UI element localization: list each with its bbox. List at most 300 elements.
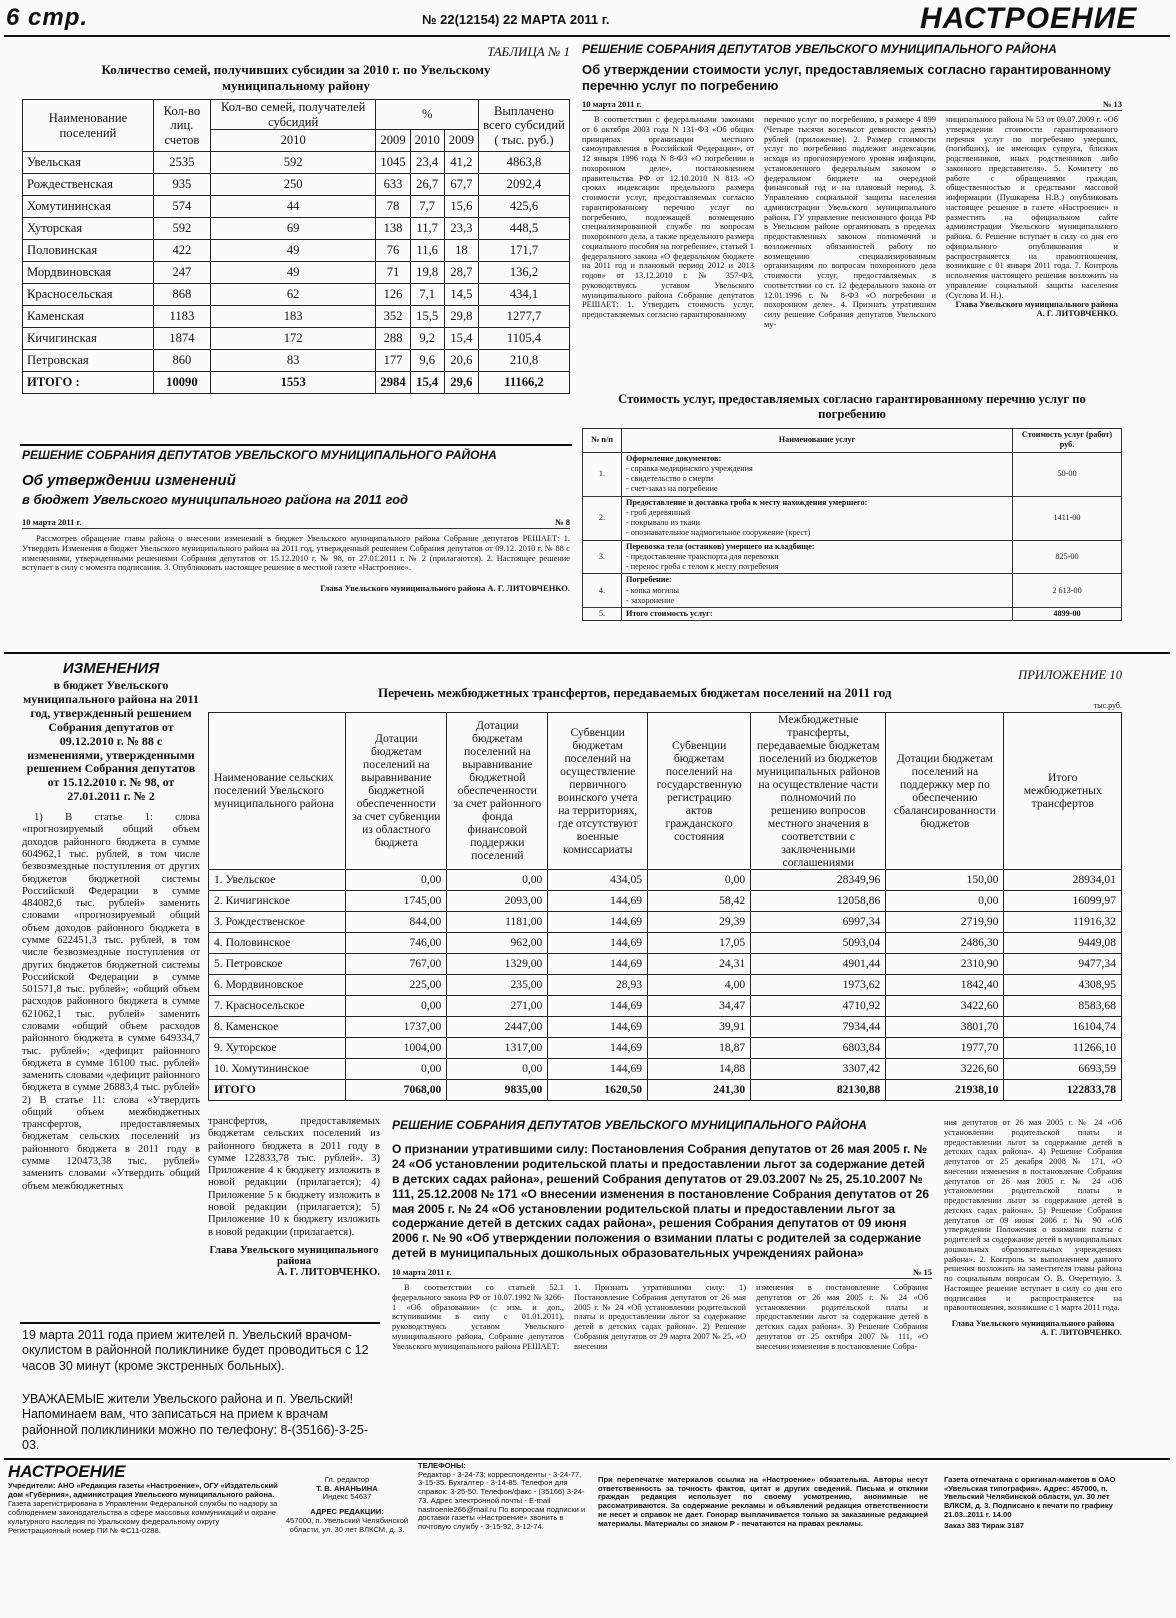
cost-cell: 50-00 bbox=[1013, 452, 1122, 496]
annul-title: О признании утратившими силу: Постановления Собрания депутатов от 26 мая 2005 г. № 24 «Об установлении родительской платы и предоставлении льгот за содержание детей в детских садах района», решений Собрания депутатов от 29.03.2007 № 25, 25.10.2007 № 111, 25.12.2008 № 171 «О внесении изменения в постановление Собрания депутатов от 26 мая 2005 г. № 24 «Об установлении родительской платы и предоставлении льгот за содержание детей в детских садах района», решения Собрания депутатов от 09 июня 2006 г. № 90 «Об утверждении положения о взимании платы с родителей за содержание детей в муниципальных дошкольных образовательных учреждениях района» bbox=[392, 1142, 930, 1261]
value-cell: 1842,40 bbox=[886, 974, 1004, 995]
value-cell: 28,93 bbox=[548, 974, 648, 995]
table-row bbox=[23, 218, 570, 240]
value-cell: 574 bbox=[153, 196, 210, 218]
service-item: - счет-заказ на погребение bbox=[626, 484, 718, 494]
value-cell: 16104,74 bbox=[1004, 1016, 1122, 1037]
value-cell: 150,00 bbox=[886, 869, 1004, 890]
service-item: - покрывало из ткани bbox=[626, 518, 701, 528]
value-cell: 10090 bbox=[153, 372, 210, 394]
value-cell: 844,00 bbox=[346, 911, 447, 932]
divider bbox=[20, 444, 572, 446]
value-cell: 28349,96 bbox=[751, 869, 886, 890]
value-cell: 15,4 bbox=[410, 372, 444, 394]
value-cell: 8583,68 bbox=[1004, 995, 1122, 1016]
value-cell: 448,5 bbox=[479, 218, 570, 240]
service-item: - справка медицинского учреждения bbox=[626, 463, 753, 473]
notice-rule bbox=[20, 1322, 380, 1324]
value-cell: 1553 bbox=[210, 372, 376, 394]
service-item: - захоронение bbox=[626, 595, 675, 605]
value-cell: 1620,50 bbox=[548, 1079, 648, 1100]
th-paid: Выплачено всего субсидий ( тыс. руб.) bbox=[479, 100, 570, 152]
value-cell: 23,3 bbox=[444, 218, 478, 240]
decision-signature: Глава Увельского муниципального района А. Г. ЛИТОВЧЕНКО. bbox=[320, 583, 570, 593]
value-cell: 7934,44 bbox=[751, 1016, 886, 1037]
value-cell: 592 bbox=[153, 218, 210, 240]
column-header: Межбюджетные трансферты, передаваемые бюджетам поселений из бюджетов муниципальных районов на осуществление части полномочий по решению вопросов местного значения в соответствии с заключенными соглашениями bbox=[751, 713, 886, 870]
value-cell: 177 bbox=[376, 350, 410, 372]
table-row bbox=[23, 174, 570, 196]
table-row bbox=[209, 1079, 1122, 1100]
footer-reprint: При перепечатке материалов ссылка на «Настроение» обязательна. Авторы несут ответственность за точность фактов, цитат и других сведений. Письма и отклики граждан редакция использует по своему усмотрению, анонимные не рассматриваются. За содержание рекламы и объявлений редакция ответственности не несет и справок не дает. Гонорар выплачивается только за заказанные редакцией материалы. Материалы со знаком Р - печатаются на правах рекламы. bbox=[598, 1475, 928, 1528]
changes-sign-title: Глава Увельского муниципального района bbox=[209, 1244, 379, 1267]
services-col2: перечню услуг по погребению, в размере 4 899 (Четыре тысячи восемьсот девяносто девять) рублей (приложение). 2. Размер стоимости услуг по погребению подлежит индексации, исходя из прогнозируемого уровня инфляции, установленного федеральным законом о федеральном бюджете на очередной финансовый год и на плановый период. 3. Управлению социальной защиты населения администрации Увельского муниципального района, ГУ управление пенсионного фонда РФ в Увельском районе организовать в пределах предоставленных законом полномочий и возложенных обязанностей работу по возмещению специализированным организациям по вопросам похоронного дела стоимости услуг, предоставляемых в соответствии со ст. 12 федерального закона от 12.01.1996 г. № 8-ФЗ «О погребении и похоронном деле». 4. Признать утратившим силу решение Собрания депутатов Увельского му- bbox=[764, 115, 936, 329]
value-cell: 7,7 bbox=[410, 196, 444, 218]
value-cell: 425,6 bbox=[479, 196, 570, 218]
value-cell: 11916,32 bbox=[1004, 911, 1122, 932]
settlement-cell: ИТОГО bbox=[209, 1079, 346, 1100]
service-item: - свидетельство о смерти bbox=[626, 474, 714, 484]
footer-address: 457000, п. Увельский Челябинской области, ул. 30 лет ВЛКСМ, д. 3. bbox=[285, 1515, 409, 1534]
value-cell: 69 bbox=[210, 218, 376, 240]
value-cell: 144,69 bbox=[548, 1058, 648, 1079]
value-cell: 3226,60 bbox=[886, 1058, 1004, 1079]
annul-col4: ния депутатов от 26 мая 2005 г. № 24 «Об установлении родительской платы и предоставлении льгот за содержание детей в детских садах района». 4) Решение Собрания депутатов от 25 декабря 2008 № 171, «О внесении изменения в постановление Собрания депутатов от 26 мая 2005 г. № 24 «Об установлении родительской платы и предоставлении льгот за содержание детей в детских садах района». 5) Решение Собрания депутатов от 09 июня 2006 г. № 90 «Об утверждении Положения о взимании платы с родителей за содержание детей в муниципальных дошкольных образовательных учреждениях района». 2. Контроль за выполнением данного решения возложить на заместителя главы района по социальным вопросам О. В. Очеретную. 3. Настоящее решение вступает в силу со дня его подписания и распространяется на правоотношения, возникшие с 1 марта 2011 года. bbox=[944, 1118, 1122, 1313]
th-pct: % bbox=[376, 100, 479, 130]
value-cell: 49 bbox=[210, 240, 376, 262]
value-cell: 0,00 bbox=[447, 1058, 548, 1079]
value-cell: 0,00 bbox=[346, 869, 447, 890]
column-header: Дотации бюджетам поселений на выравнивание бюджетной обеспеченности за счет субвенции из областного бюджета bbox=[346, 713, 447, 870]
table1-title: Количество семей, получивших субсидии за 2010 г. по Увельскому муниципальному району bbox=[101, 62, 491, 93]
value-cell: 0,00 bbox=[346, 1058, 447, 1079]
value-cell: 6693,59 bbox=[1004, 1058, 1122, 1079]
settlement-cell: 8. Каменское bbox=[209, 1016, 346, 1037]
value-cell: 9835,00 bbox=[447, 1079, 548, 1100]
footer-logo: НАСТРОЕНИЕ bbox=[8, 1462, 126, 1481]
value-cell: 633 bbox=[376, 174, 410, 196]
value-cell: 144,69 bbox=[548, 1037, 648, 1058]
table-row bbox=[209, 995, 1122, 1016]
value-cell: 1045 bbox=[376, 152, 410, 174]
value-cell: 1317,00 bbox=[447, 1037, 548, 1058]
settlement-cell: ИТОГО : bbox=[23, 372, 154, 394]
services-number: № 13 bbox=[1102, 99, 1122, 110]
column-header: Итого межбюджетных трансфертов bbox=[1004, 713, 1122, 870]
annul-col1: В соответствии со статьей 52.1 федерального закона РФ от 10.07.1992 № 3266-1 «Об образовании» (с изм. и доп., вступившими в силу с 01.01.2011), руководствуясь уставом Увельского муниципального района, Собрание депутатов Увельского муниципального района РЕШАЕТ: bbox=[392, 1283, 564, 1351]
value-cell: 767,00 bbox=[346, 953, 447, 974]
changes-subtitle: в бюджет Увельского муниципального района на 2011 год, утвержденный решением Собрания депутатов от 09.12.2010 г. № 88 с изменениями, утвержденными решением Собрания депутатов от 15.12.2010 г. № 98, от 27.01.2011 г. № 2 bbox=[23, 678, 199, 804]
table-row bbox=[209, 932, 1122, 953]
value-cell: 1004,00 bbox=[346, 1037, 447, 1058]
value-cell: 2719,90 bbox=[886, 911, 1004, 932]
settlement-cell: Мордвиновская bbox=[23, 262, 154, 284]
value-cell: 58,42 bbox=[648, 890, 751, 911]
decision-date: 10 марта 2011 г. bbox=[22, 517, 82, 527]
table-row bbox=[23, 372, 570, 394]
row-number: 4. bbox=[583, 574, 622, 608]
cost-cell: 4899-00 bbox=[1013, 608, 1122, 621]
table-row bbox=[583, 540, 1122, 574]
footer-order: Заказ 383 Тираж 3187 bbox=[944, 1520, 1025, 1530]
value-cell: 144,69 bbox=[548, 911, 648, 932]
value-cell: 1181,00 bbox=[447, 911, 548, 932]
value-cell: 3801,70 bbox=[886, 1016, 1004, 1037]
row-number: 3. bbox=[583, 540, 622, 574]
value-cell: 9,6 bbox=[410, 350, 444, 372]
table-row bbox=[209, 1037, 1122, 1058]
changes-title: ИЗМЕНЕНИЯ bbox=[62, 660, 160, 677]
annul-col2: 1. Признать утратившими силу: 1) Постановление Собрания депутатов от 26 мая 2005 г. № 24 «Об установлении родительской платы и предоставлении льгот за содержание детей в детских садах района». 2) Решение Собрания депутатов от 29 марта 2007 № 25, «О внесении bbox=[574, 1283, 746, 1351]
value-cell: 28934,01 bbox=[1004, 869, 1122, 890]
value-cell: 0,00 bbox=[648, 869, 751, 890]
value-cell: 144,69 bbox=[548, 953, 648, 974]
table-row bbox=[583, 496, 1122, 540]
value-cell: 49 bbox=[210, 262, 376, 284]
service-cell bbox=[622, 574, 1013, 608]
value-cell: 83 bbox=[210, 350, 376, 372]
value-cell: 183 bbox=[210, 306, 376, 328]
th-2010: 2010 bbox=[410, 130, 444, 152]
value-cell: 1183 bbox=[153, 306, 210, 328]
table-row bbox=[209, 953, 1122, 974]
value-cell: 1973,62 bbox=[751, 974, 886, 995]
column-header: Дотации бюджетам поселений на поддержку мер по обеспечению сбалансированности бюджетов bbox=[886, 713, 1004, 870]
value-cell: 23,4 bbox=[410, 152, 444, 174]
notice-oculist: 19 марта 2011 года прием жителей п. Увельский врачом-окулистом в районной поликлинике будет проводиться с 12 часов 30 минут (кроме экстренных больных). bbox=[22, 1328, 369, 1373]
annul-sign-name: А. Г. ЛИТОВЧЕНКО. bbox=[1040, 1328, 1122, 1337]
value-cell: 82130,88 bbox=[751, 1079, 886, 1100]
value-cell: 18 bbox=[444, 240, 478, 262]
value-cell: 67,7 bbox=[444, 174, 478, 196]
value-cell: 1277,7 bbox=[479, 306, 570, 328]
service-item: - предоставление транспорта для перевозки bbox=[626, 551, 779, 561]
value-cell: 2984 bbox=[376, 372, 410, 394]
value-cell: 935 bbox=[153, 174, 210, 196]
settlement-cell: 5. Петровское bbox=[209, 953, 346, 974]
value-cell: 1745,00 bbox=[346, 890, 447, 911]
footer-phones-title: ТЕЛЕФОНЫ: bbox=[418, 1461, 466, 1470]
annul-col3: изменения в постановление Собрания депутатов от 26 мая 2005 г. № 24 «Об установлении родительской платы и предоставлении льгот за содержание детей в детских садах района». 3) Решение Собрания депутатов от 25 октября 2007 № 111, «О внесении изменения в постановление Собра- bbox=[756, 1283, 928, 1351]
th2-no: № п/п bbox=[583, 429, 622, 453]
footer-reg-no: Регистрационный номер ПИ № ФС11-0288. bbox=[8, 1525, 161, 1535]
value-cell: 18,87 bbox=[648, 1037, 751, 1058]
value-cell: 4710,92 bbox=[751, 995, 886, 1016]
value-cell: 4,00 bbox=[648, 974, 751, 995]
decision-number: № 8 bbox=[555, 517, 570, 527]
settlement-cell: Хомутининская bbox=[23, 196, 154, 218]
table3-label: ПРИЛОЖЕНИЕ 10 bbox=[1018, 668, 1122, 682]
value-cell: 76 bbox=[376, 240, 410, 262]
value-cell: 2486,30 bbox=[886, 932, 1004, 953]
value-cell: 136,2 bbox=[479, 262, 570, 284]
changes-col2: трансфертов, предоставляемых бюджетам сельских поселений из районного бюджета в 2011 году в сумме 122833,78 тыс. рублей». 3) Приложение 4 к бюджету изложить в новой редакции (прилагается); 4) Приложение 5 к бюджету изложить в новой редакции (прилагается); 5) Приложение 10 к бюджету изложить в новой редакции (прилагается). bbox=[208, 1116, 380, 1238]
value-cell: 247 bbox=[153, 262, 210, 284]
value-cell: 4308,95 bbox=[1004, 974, 1122, 995]
value-cell: 144,69 bbox=[548, 995, 648, 1016]
value-cell: 15,4 bbox=[444, 328, 478, 350]
service-item: - опознавательное надмогильное сооружение (крест) bbox=[626, 528, 811, 538]
value-cell: 62 bbox=[210, 284, 376, 306]
settlement-cell: 9. Хуторское bbox=[209, 1037, 346, 1058]
service-item: - перенос гроба с телом к месту погребения bbox=[626, 562, 779, 572]
table-row bbox=[209, 1016, 1122, 1037]
th-families: Кол-во семей, получателей субсидий bbox=[210, 100, 376, 130]
value-cell: 29,39 bbox=[648, 911, 751, 932]
footer-index: Индекс 54637 bbox=[322, 1492, 372, 1502]
value-cell: 2093,00 bbox=[447, 890, 548, 911]
value-cell: 11,6 bbox=[410, 240, 444, 262]
table-row bbox=[23, 350, 570, 372]
footer-address-title: АДРЕС РЕДАКЦИИ: bbox=[310, 1507, 384, 1517]
value-cell: 41,2 bbox=[444, 152, 478, 174]
value-cell: 34,47 bbox=[648, 995, 751, 1016]
settlement-cell: Половинская bbox=[23, 240, 154, 262]
settlement-cell: 4. Половинское bbox=[209, 932, 346, 953]
table-row bbox=[23, 306, 570, 328]
value-cell: 7,1 bbox=[410, 284, 444, 306]
service-cell bbox=[622, 540, 1013, 574]
value-cell: 2447,00 bbox=[447, 1016, 548, 1037]
value-cell: 17,05 bbox=[648, 932, 751, 953]
service-cell bbox=[622, 496, 1013, 540]
value-cell: 144,69 bbox=[548, 932, 648, 953]
cost-cell: 2 613-00 bbox=[1013, 574, 1122, 608]
value-cell: 241,30 bbox=[648, 1079, 751, 1100]
settlement-cell: 10. Хомутининское bbox=[209, 1058, 346, 1079]
value-cell: 144,69 bbox=[548, 1016, 648, 1037]
value-cell: 0,00 bbox=[886, 890, 1004, 911]
changes-sign-name: А. Г. ЛИТОВЧЕНКО. bbox=[276, 1266, 380, 1278]
table-row bbox=[23, 240, 570, 262]
settlement-cell: Хуторская bbox=[23, 218, 154, 240]
services-sign-title: Глава Увельского муниципального района bbox=[955, 300, 1118, 310]
value-cell: 26,7 bbox=[410, 174, 444, 196]
value-cell: 29,8 bbox=[444, 306, 478, 328]
value-cell: 78 bbox=[376, 196, 410, 218]
table-row bbox=[209, 890, 1122, 911]
subsidy-table bbox=[22, 99, 570, 394]
service-title: Перевозка тела (останков) умершего на кладбище: bbox=[626, 541, 815, 551]
value-cell: 172 bbox=[210, 328, 376, 350]
footer-registration: Газета зарегистрирована в Управлении Федеральной службы по надзору за соблюдением законодательства в сфере массовых коммуникаций и охране культурного наследия по Уральскому федеральному округу bbox=[8, 1499, 278, 1526]
row-number: 1. bbox=[583, 452, 622, 496]
value-cell: 6803,84 bbox=[751, 1037, 886, 1058]
table3-title: Перечень межбюджетных трансфертов, передаваемых бюджетам поселений на 2011 год bbox=[378, 685, 892, 700]
value-cell: 962,00 bbox=[447, 932, 548, 953]
service-title: Итого стоимость услуг: bbox=[626, 609, 713, 619]
service-cell bbox=[622, 452, 1013, 496]
value-cell: 12058,86 bbox=[751, 890, 886, 911]
value-cell: 20,6 bbox=[444, 350, 478, 372]
service-title: Погребение: bbox=[626, 575, 672, 585]
value-cell: 21938,10 bbox=[886, 1079, 1004, 1100]
value-cell: 24,31 bbox=[648, 953, 751, 974]
value-cell: 11166,2 bbox=[479, 372, 570, 394]
value-cell: 3307,42 bbox=[751, 1058, 886, 1079]
settlement-cell: 1. Увельское bbox=[209, 869, 346, 890]
table1-label: ТАБЛИЦА № 1 bbox=[487, 44, 570, 59]
value-cell: 1105,4 bbox=[479, 328, 570, 350]
value-cell: 4863,8 bbox=[479, 152, 570, 174]
service-cell bbox=[622, 608, 1013, 621]
header-rule bbox=[4, 35, 1170, 37]
annul-number: № 15 bbox=[912, 1267, 932, 1277]
column-header: Субвенции бюджетам поселений на осуществление первичного воинского учета на территориях, где отсутствуют военные комиссариаты bbox=[548, 713, 648, 870]
table-row bbox=[583, 452, 1122, 496]
value-cell: 11,7 bbox=[410, 218, 444, 240]
value-cell: 5093,04 bbox=[751, 932, 886, 953]
settlement-cell: 2. Кичигинское bbox=[209, 890, 346, 911]
value-cell: 16099,97 bbox=[1004, 890, 1122, 911]
value-cell: 250 bbox=[210, 174, 376, 196]
value-cell: 171,7 bbox=[479, 240, 570, 262]
value-cell: 4901,44 bbox=[751, 953, 886, 974]
value-cell: 7068,00 bbox=[346, 1079, 447, 1100]
table2-title: Стоимость услуг, предоставляемых согласно гарантированному перечню услуг по погребению bbox=[618, 392, 1086, 422]
th2-cost: Стоимость услуг (работ) руб. bbox=[1013, 429, 1122, 453]
value-cell: 352 bbox=[376, 306, 410, 328]
value-cell: 288 bbox=[376, 328, 410, 350]
th-settlement: Наименование поселений bbox=[23, 100, 154, 152]
value-cell: 9,2 bbox=[410, 328, 444, 350]
column-header: Дотации бюджетам поселений на выравнивание бюджетной обеспеченности за счет районного фонда финансовой поддержки поселений bbox=[447, 713, 548, 870]
value-cell: 144,69 bbox=[548, 890, 648, 911]
value-cell: 210,8 bbox=[479, 350, 570, 372]
transfers-table bbox=[208, 712, 1122, 1101]
footer-editor-title: Гл. редактор bbox=[324, 1475, 370, 1484]
value-cell: 592 bbox=[210, 152, 376, 174]
value-cell: 422 bbox=[153, 240, 210, 262]
decision-subtitle: в бюджет Увельского муниципального района на 2011 год bbox=[22, 492, 409, 507]
value-cell: 9449,08 bbox=[1004, 932, 1122, 953]
service-title: Оформление документов: bbox=[626, 453, 722, 463]
table-row bbox=[23, 284, 570, 306]
th-2009a: 2009 bbox=[376, 130, 410, 152]
value-cell: 3422,60 bbox=[886, 995, 1004, 1016]
table-row bbox=[23, 262, 570, 284]
services-banner: РЕШЕНИЕ СОБРАНИЯ ДЕПУТАТОВ УВЕЛЬСКОГО МУНИЦИПАЛЬНОГО РАЙОНА bbox=[582, 42, 1057, 56]
settlement-cell: Кичигинская bbox=[23, 328, 154, 350]
page-number: 6 стр. bbox=[6, 4, 89, 31]
row-number: 5. bbox=[583, 608, 622, 621]
settlement-cell: 6. Мордвиновское bbox=[209, 974, 346, 995]
annul-sign-title: Глава Увельского муниципального района bbox=[951, 1319, 1115, 1328]
value-cell: 1874 bbox=[153, 328, 210, 350]
value-cell: 28,7 bbox=[444, 262, 478, 284]
value-cell: 29,6 bbox=[444, 372, 478, 394]
table3-unit: тыс.руб. bbox=[1093, 701, 1122, 710]
value-cell: 2310,90 bbox=[886, 953, 1004, 974]
value-cell: 11266,10 bbox=[1004, 1037, 1122, 1058]
value-cell: 19,8 bbox=[410, 262, 444, 284]
service-item: - гроб деревянный bbox=[626, 507, 691, 517]
value-cell: 1737,00 bbox=[346, 1016, 447, 1037]
services-col1: В соответствии с федеральными законами от 6 октября 2003 года N 131-ФЗ «Об общих принципах организации местного самоуправления в Российской Федерации», от 12 января 1996 года N 8-ФЗ «О погребении и похоронном деле», постановлением правительства РФ от 12.10.2010 N 813 «О сроках индексации предельного размера стоимости услуг, предоставляемых согласно гарантированному перечню услуг по погребению, подлежащей возмещению специализированной службе по вопросам похоронного дела, а также предельного размера социального пособия на погребение», статьей 1 федерального закона «О федеральном бюджете на 2011 год и плановый период 2012 и 2013 годов» от 13.12.2010 г. № 357-ФЗ, руководствуясь уставом Увельского муниципального района Собрание депутатов РЕШАЕТ: 1. Утвердить стоимость услуг, предоставляемых согласно гарантированному bbox=[582, 115, 754, 320]
column-header: Наименование сельских поселений Увельского муниципального района bbox=[209, 713, 346, 870]
table-row bbox=[583, 574, 1122, 608]
services-date: 10 марта 2011 г. bbox=[582, 99, 642, 110]
th-2009b: 2009 bbox=[444, 130, 478, 152]
value-cell: 868 bbox=[153, 284, 210, 306]
cost-cell: 1411-00 bbox=[1013, 496, 1122, 540]
value-cell: 14,5 bbox=[444, 284, 478, 306]
column-header: Субвенции бюджетам поселений на государственную регистрацию актов гражданского состояния bbox=[648, 713, 751, 870]
service-item: - копка могилы bbox=[626, 585, 679, 595]
footer-phones: Редактор - 3-24-73; корреспонденты - 3-24-77, 3-15-35. Бухгалтер - 3-14-85. Телефон для справок: 3-25-50. Телефон/факс - (35166) 3-24-73. Адрес электронной почты - E-mail nastroenie266@mail.ru По вопросам подписки и доставки газеты «Настроение» звонить в почтовую службу - 3-15-92, 3-12-74. bbox=[418, 1469, 586, 1532]
value-cell: 434,1 bbox=[479, 284, 570, 306]
services-col3: ниципального района № 53 от 09.07.2009 г. «Об утверждении стоимости гарантированного перечня услуг по погребению умерших, (погибших), не имеющих супруга, близких родственников, иных родственников либо законного представителя». 5. Комитету по работе с обращениями граждан, общественностью и средствами массовой информации (Пушкарева Н.В.) опубликовать настоящее решение в газете «Настроение» и разместить на официальном сайте администрации Увельского муниципального района. 6. Решение вступает в силу со дня его официального опубликования и распространяется на правоотношения, возникшие с 01 января 2011 года. 7. Контроль исполнения настоящего решения возложить на управление социальной защиты населения (Суслова И. Н.). bbox=[946, 115, 1118, 300]
settlement-cell: 7. Красносельское bbox=[209, 995, 346, 1016]
settlement-cell: Рождественская bbox=[23, 174, 154, 196]
table-row bbox=[23, 328, 570, 350]
value-cell: 9477,34 bbox=[1004, 953, 1122, 974]
value-cell: 14,88 bbox=[648, 1058, 751, 1079]
value-cell: 746,00 bbox=[346, 932, 447, 953]
value-cell: 44 bbox=[210, 196, 376, 218]
funeral-cost-table bbox=[582, 428, 1122, 621]
value-cell: 0,00 bbox=[346, 995, 447, 1016]
value-cell: 15,5 bbox=[410, 306, 444, 328]
value-cell: 39,91 bbox=[648, 1016, 751, 1037]
value-cell: 2092,4 bbox=[479, 174, 570, 196]
th-accounts: Кол-во лиц. счетов bbox=[153, 100, 210, 152]
footer-founders: Учредители: АНО «Редакция газеты «Настроение», ОГУ «Издательский дом «Губерния», администрация Увельского муниципального района. bbox=[8, 1481, 278, 1499]
settlement-cell: 3. Рождественское bbox=[209, 911, 346, 932]
service-title: Предоставление и доставка гроба к месту нахождения умершего: bbox=[626, 497, 868, 507]
annul-date: 10 марта 2011 г. bbox=[392, 1267, 452, 1277]
table-row bbox=[209, 1058, 1122, 1079]
settlement-cell: Увельская bbox=[23, 152, 154, 174]
table-row bbox=[209, 869, 1122, 890]
table-row bbox=[209, 974, 1122, 995]
settlement-cell: Петровская bbox=[23, 350, 154, 372]
th-families-2010: 2010 bbox=[210, 130, 376, 152]
value-cell: 15,6 bbox=[444, 196, 478, 218]
footer-rule bbox=[4, 1458, 1170, 1460]
th2-name: Наименование услуг bbox=[622, 429, 1013, 453]
changes-col1: 1) В статье 1: слова «прогнозируемый общий объем доходов районного бюджета в сумме 604962,1 тыс. рублей, в том числе безвозмездные поступления от других бюджетов бюджетной системы Российской Федерации в сумме 484082,6 тыс. рублей» заменить словами «прогнозируемый общий объем доходов районного бюджета в сумме 622451,3 тыс. рублей, в том числе безвозмездные поступления от других бюджетов бюджетной системы Российской Федерации в сумме 501571,8 тыс. рублей»; «общий объем расходов районного бюджета в сумме 621062,1 тыс. рублей» заменить словами «общий объем расходов районного бюджета в сумме 649334,7 тыс. рублей»; «дефицит районного бюджета в сумме 16100 тыс. рублей» заменить словами «дефицит районного бюджета в сумме 26883,4 тыс. рублей» 2) В статье 11: слова «Утвердить общий объем межбюджетных трансфертов, предоставляемых бюджетам сельских поселений из районного бюджета в 2011 году в сумме 120473,38 тыс. рублей» заменить словами «Утвердить общий объем межбюджетных bbox=[22, 812, 200, 1192]
table-row bbox=[209, 911, 1122, 932]
value-cell: 235,00 bbox=[447, 974, 548, 995]
value-cell: 2535 bbox=[153, 152, 210, 174]
settlement-cell: Каменская bbox=[23, 306, 154, 328]
services-title: Об утверждении стоимости услуг, предоставляемых согласно гарантированному перечню услуг по погребению bbox=[582, 62, 1111, 93]
decision-banner: РЕШЕНИЕ СОБРАНИЯ ДЕПУТАТОВ УВЕЛЬСКОГО МУНИЦИПАЛЬНОГО РАЙОНА bbox=[22, 448, 497, 462]
value-cell: 126 bbox=[376, 284, 410, 306]
footer-editor-name: Т. В. АНАНЬИНА bbox=[316, 1483, 378, 1493]
notice-clinic: УВАЖАЕМЫЕ жители Увельского района и п. Увельский! Напоминаем вам, что записаться на прием к врачам районной поликлиники можно по телефону: 8-(35166)-3-25-03. bbox=[22, 1392, 369, 1452]
table-row bbox=[583, 608, 1122, 621]
value-cell: 271,00 bbox=[447, 995, 548, 1016]
value-cell: 71 bbox=[376, 262, 410, 284]
table-row bbox=[23, 152, 570, 174]
value-cell: 434,05 bbox=[548, 869, 648, 890]
value-cell: 1977,70 bbox=[886, 1037, 1004, 1058]
row-number: 2. bbox=[583, 496, 622, 540]
decision-title: Об утверждении изменений bbox=[22, 472, 236, 489]
value-cell: 860 bbox=[153, 350, 210, 372]
value-cell: 0,00 bbox=[447, 869, 548, 890]
value-cell: 122833,78 bbox=[1004, 1079, 1122, 1100]
value-cell: 6997,34 bbox=[751, 911, 886, 932]
table-row bbox=[23, 196, 570, 218]
paper-masthead: НАСТРОЕНИЕ bbox=[920, 2, 1138, 35]
cost-cell: 825-00 bbox=[1013, 540, 1122, 574]
services-sign-name: А. Г. ЛИТОВЧЕНКО. bbox=[1036, 309, 1118, 319]
value-cell: 225,00 bbox=[346, 974, 447, 995]
decision-body: Рассмотрев обращение главы района о внесении изменений в бюджет Увельского муниципального района Собрание депутатов РЕШАЕТ: 1. Утвердить Изменения в бюджет Увельского муниципального района на 2011 год, утвержденный решением Собрания депутатов от 09.12. 2010 г. № 88 с изменениями, утвержденными решениями Собрания депутатов от 15.12.2010 г. № 98, от 27.01.2011 г. № 2 (прилагаются). 2. Настоящее решение вступает в силу с момента подписания. 3. Опубликовать настоящее решение в местной газете «Настроение». bbox=[22, 534, 570, 573]
